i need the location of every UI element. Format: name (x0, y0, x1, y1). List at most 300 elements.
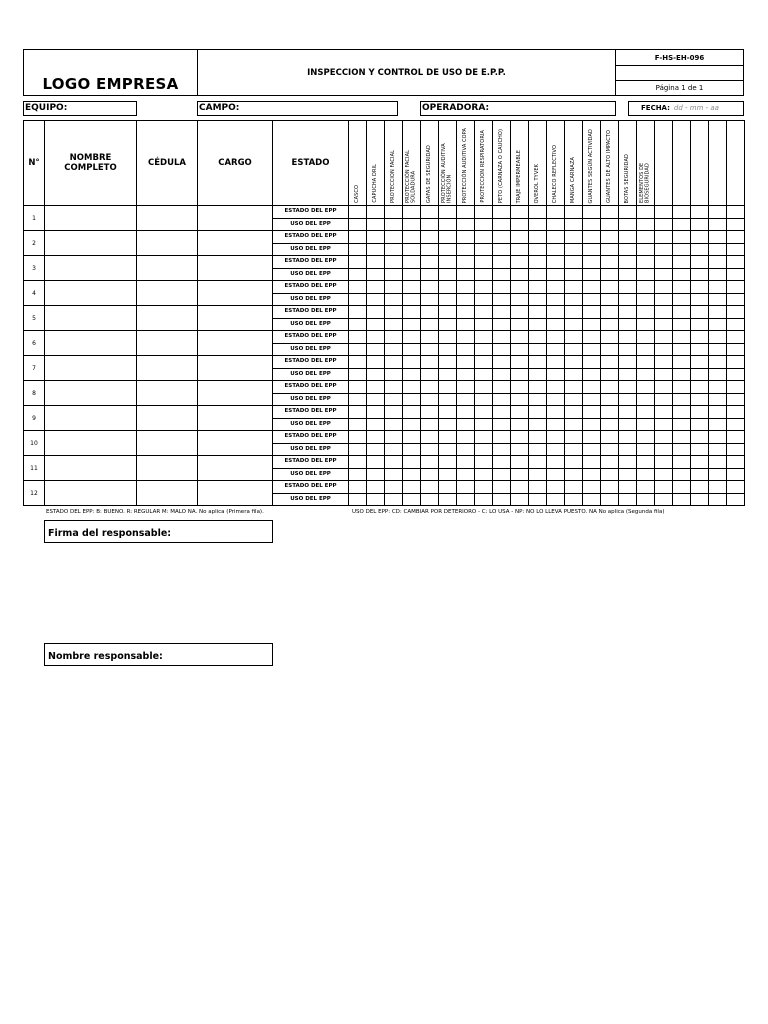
epp-check-cell[interactable] (403, 281, 421, 294)
epp-check-cell[interactable] (583, 306, 601, 319)
epp-check-cell[interactable] (493, 243, 511, 256)
epp-check-cell[interactable] (385, 418, 403, 431)
epp-check-cell[interactable] (367, 393, 385, 406)
epp-check-cell[interactable] (403, 406, 421, 419)
epp-check-cell[interactable] (601, 281, 619, 294)
cedula-cell[interactable] (137, 406, 198, 431)
epp-check-cell[interactable] (601, 406, 619, 419)
epp-check-cell[interactable] (691, 356, 709, 369)
epp-check-cell[interactable] (583, 331, 601, 344)
epp-check-cell[interactable] (601, 331, 619, 344)
epp-check-cell[interactable] (385, 243, 403, 256)
epp-check-cell[interactable] (385, 281, 403, 294)
epp-check-cell[interactable] (547, 331, 565, 344)
epp-check-cell[interactable] (637, 331, 655, 344)
fecha-field[interactable] (628, 101, 744, 116)
epp-check-cell[interactable] (655, 256, 673, 269)
epp-check-cell[interactable] (565, 481, 583, 494)
epp-check-cell[interactable] (403, 418, 421, 431)
nombre-cell[interactable] (45, 256, 137, 281)
epp-check-cell[interactable] (547, 268, 565, 281)
epp-check-cell[interactable] (403, 343, 421, 356)
epp-check-cell[interactable] (421, 306, 439, 319)
epp-check-cell[interactable] (619, 431, 637, 444)
epp-check-cell[interactable] (421, 406, 439, 419)
epp-check-cell[interactable] (673, 293, 691, 306)
epp-check-cell[interactable] (349, 443, 367, 456)
epp-check-cell[interactable] (691, 443, 709, 456)
epp-check-cell[interactable] (727, 256, 745, 269)
epp-check-cell[interactable] (511, 493, 529, 506)
epp-check-cell[interactable] (601, 268, 619, 281)
epp-check-cell[interactable] (421, 206, 439, 219)
epp-check-cell[interactable] (655, 343, 673, 356)
epp-check-cell[interactable] (637, 356, 655, 369)
epp-check-cell[interactable] (691, 468, 709, 481)
epp-check-cell[interactable] (529, 281, 547, 294)
epp-check-cell[interactable] (457, 368, 475, 381)
epp-check-cell[interactable] (511, 318, 529, 331)
epp-check-cell[interactable] (583, 343, 601, 356)
epp-check-cell[interactable] (493, 381, 511, 394)
epp-check-cell[interactable] (691, 331, 709, 344)
epp-check-cell[interactable] (619, 493, 637, 506)
epp-check-cell[interactable] (601, 343, 619, 356)
epp-check-cell[interactable] (421, 393, 439, 406)
epp-check-cell[interactable] (547, 406, 565, 419)
cargo-cell[interactable] (198, 331, 273, 356)
epp-check-cell[interactable] (421, 218, 439, 231)
epp-check-cell[interactable] (709, 481, 727, 494)
epp-check-cell[interactable] (691, 243, 709, 256)
epp-check-cell[interactable] (493, 281, 511, 294)
epp-check-cell[interactable] (475, 456, 493, 469)
epp-check-cell[interactable] (673, 481, 691, 494)
epp-check-cell[interactable] (349, 306, 367, 319)
epp-check-cell[interactable] (403, 293, 421, 306)
epp-check-cell[interactable] (457, 243, 475, 256)
equipo-field[interactable] (23, 101, 137, 116)
epp-check-cell[interactable] (655, 468, 673, 481)
epp-check-cell[interactable] (547, 343, 565, 356)
epp-check-cell[interactable] (673, 431, 691, 444)
epp-check-cell[interactable] (421, 268, 439, 281)
epp-check-cell[interactable] (691, 368, 709, 381)
epp-check-cell[interactable] (691, 306, 709, 319)
epp-check-cell[interactable] (565, 443, 583, 456)
epp-check-cell[interactable] (727, 468, 745, 481)
epp-check-cell[interactable] (385, 306, 403, 319)
cedula-cell[interactable] (137, 256, 198, 281)
epp-check-cell[interactable] (547, 443, 565, 456)
epp-check-cell[interactable] (475, 331, 493, 344)
epp-check-cell[interactable] (475, 256, 493, 269)
epp-check-cell[interactable] (493, 231, 511, 244)
epp-check-cell[interactable] (367, 418, 385, 431)
epp-check-cell[interactable] (673, 206, 691, 219)
epp-check-cell[interactable] (655, 356, 673, 369)
epp-check-cell[interactable] (691, 393, 709, 406)
epp-check-cell[interactable] (457, 343, 475, 356)
epp-check-cell[interactable] (529, 206, 547, 219)
epp-check-cell[interactable] (547, 418, 565, 431)
epp-check-cell[interactable] (457, 306, 475, 319)
epp-check-cell[interactable] (547, 368, 565, 381)
epp-check-cell[interactable] (673, 268, 691, 281)
epp-check-cell[interactable] (529, 331, 547, 344)
epp-check-cell[interactable] (493, 206, 511, 219)
epp-check-cell[interactable] (673, 306, 691, 319)
epp-check-cell[interactable] (493, 318, 511, 331)
epp-check-cell[interactable] (727, 268, 745, 281)
epp-check-cell[interactable] (709, 268, 727, 281)
epp-check-cell[interactable] (655, 493, 673, 506)
epp-check-cell[interactable] (511, 443, 529, 456)
epp-check-cell[interactable] (439, 368, 457, 381)
epp-check-cell[interactable] (565, 293, 583, 306)
epp-check-cell[interactable] (529, 468, 547, 481)
epp-check-cell[interactable] (727, 293, 745, 306)
epp-check-cell[interactable] (637, 281, 655, 294)
epp-check-cell[interactable] (565, 381, 583, 394)
epp-check-cell[interactable] (655, 406, 673, 419)
epp-check-cell[interactable] (529, 256, 547, 269)
epp-check-cell[interactable] (475, 418, 493, 431)
epp-check-cell[interactable] (403, 393, 421, 406)
epp-check-cell[interactable] (619, 368, 637, 381)
epp-check-cell[interactable] (583, 468, 601, 481)
epp-check-cell[interactable] (529, 456, 547, 469)
epp-check-cell[interactable] (619, 256, 637, 269)
epp-check-cell[interactable] (601, 256, 619, 269)
epp-check-cell[interactable] (709, 318, 727, 331)
cargo-cell[interactable] (198, 206, 273, 231)
epp-check-cell[interactable] (619, 418, 637, 431)
epp-check-cell[interactable] (457, 331, 475, 344)
epp-check-cell[interactable] (457, 393, 475, 406)
epp-check-cell[interactable] (601, 293, 619, 306)
epp-check-cell[interactable] (439, 281, 457, 294)
epp-check-cell[interactable] (403, 443, 421, 456)
nombre-responsable-field[interactable] (44, 643, 273, 666)
epp-check-cell[interactable] (349, 293, 367, 306)
epp-check-cell[interactable] (565, 343, 583, 356)
nombre-cell[interactable] (45, 231, 137, 256)
epp-check-cell[interactable] (601, 418, 619, 431)
epp-check-cell[interactable] (385, 431, 403, 444)
epp-check-cell[interactable] (709, 293, 727, 306)
epp-check-cell[interactable] (457, 206, 475, 219)
epp-check-cell[interactable] (601, 431, 619, 444)
epp-check-cell[interactable] (709, 468, 727, 481)
epp-check-cell[interactable] (583, 431, 601, 444)
epp-check-cell[interactable] (547, 356, 565, 369)
epp-check-cell[interactable] (709, 368, 727, 381)
epp-check-cell[interactable] (529, 268, 547, 281)
epp-check-cell[interactable] (547, 206, 565, 219)
epp-check-cell[interactable] (457, 231, 475, 244)
epp-check-cell[interactable] (457, 381, 475, 394)
epp-check-cell[interactable] (385, 368, 403, 381)
epp-check-cell[interactable] (475, 343, 493, 356)
epp-check-cell[interactable] (727, 206, 745, 219)
epp-check-cell[interactable] (421, 443, 439, 456)
epp-check-cell[interactable] (619, 331, 637, 344)
epp-check-cell[interactable] (709, 256, 727, 269)
epp-check-cell[interactable] (511, 343, 529, 356)
epp-check-cell[interactable] (367, 206, 385, 219)
epp-check-cell[interactable] (439, 468, 457, 481)
epp-check-cell[interactable] (655, 218, 673, 231)
epp-check-cell[interactable] (637, 206, 655, 219)
nombre-cell[interactable] (45, 206, 137, 231)
epp-check-cell[interactable] (349, 456, 367, 469)
epp-check-cell[interactable] (367, 218, 385, 231)
epp-check-cell[interactable] (493, 343, 511, 356)
epp-check-cell[interactable] (727, 418, 745, 431)
epp-check-cell[interactable] (565, 406, 583, 419)
epp-check-cell[interactable] (691, 343, 709, 356)
epp-check-cell[interactable] (727, 306, 745, 319)
epp-check-cell[interactable] (691, 293, 709, 306)
epp-check-cell[interactable] (439, 393, 457, 406)
epp-check-cell[interactable] (511, 393, 529, 406)
epp-check-cell[interactable] (511, 368, 529, 381)
epp-check-cell[interactable] (709, 343, 727, 356)
nombre-cell[interactable] (45, 456, 137, 481)
epp-check-cell[interactable] (403, 368, 421, 381)
epp-check-cell[interactable] (367, 493, 385, 506)
epp-check-cell[interactable] (655, 418, 673, 431)
epp-check-cell[interactable] (601, 218, 619, 231)
epp-check-cell[interactable] (421, 256, 439, 269)
epp-check-cell[interactable] (421, 318, 439, 331)
epp-check-cell[interactable] (385, 381, 403, 394)
epp-check-cell[interactable] (349, 468, 367, 481)
epp-check-cell[interactable] (583, 418, 601, 431)
epp-check-cell[interactable] (385, 231, 403, 244)
epp-check-cell[interactable] (421, 231, 439, 244)
epp-check-cell[interactable] (529, 293, 547, 306)
epp-check-cell[interactable] (583, 281, 601, 294)
nombre-cell[interactable] (45, 356, 137, 381)
epp-check-cell[interactable] (403, 381, 421, 394)
epp-check-cell[interactable] (547, 243, 565, 256)
epp-check-cell[interactable] (709, 381, 727, 394)
epp-check-cell[interactable] (403, 493, 421, 506)
epp-check-cell[interactable] (583, 206, 601, 219)
nombre-cell[interactable] (45, 306, 137, 331)
epp-check-cell[interactable] (583, 456, 601, 469)
epp-check-cell[interactable] (709, 431, 727, 444)
epp-check-cell[interactable] (421, 493, 439, 506)
epp-check-cell[interactable] (655, 281, 673, 294)
epp-check-cell[interactable] (421, 456, 439, 469)
epp-check-cell[interactable] (457, 418, 475, 431)
epp-check-cell[interactable] (727, 343, 745, 356)
epp-check-cell[interactable] (439, 306, 457, 319)
epp-check-cell[interactable] (529, 356, 547, 369)
epp-check-cell[interactable] (475, 443, 493, 456)
epp-check-cell[interactable] (673, 256, 691, 269)
epp-check-cell[interactable] (709, 406, 727, 419)
epp-check-cell[interactable] (637, 418, 655, 431)
epp-check-cell[interactable] (349, 218, 367, 231)
epp-check-cell[interactable] (619, 468, 637, 481)
epp-check-cell[interactable] (529, 418, 547, 431)
cargo-cell[interactable] (198, 481, 273, 506)
epp-check-cell[interactable] (385, 293, 403, 306)
cargo-cell[interactable] (198, 306, 273, 331)
epp-check-cell[interactable] (493, 456, 511, 469)
epp-check-cell[interactable] (511, 218, 529, 231)
epp-check-cell[interactable] (511, 306, 529, 319)
cargo-cell[interactable] (198, 231, 273, 256)
epp-check-cell[interactable] (403, 481, 421, 494)
epp-check-cell[interactable] (511, 231, 529, 244)
epp-check-cell[interactable] (421, 343, 439, 356)
cargo-cell[interactable] (198, 256, 273, 281)
epp-check-cell[interactable] (457, 456, 475, 469)
epp-check-cell[interactable] (727, 406, 745, 419)
epp-check-cell[interactable] (655, 443, 673, 456)
epp-check-cell[interactable] (637, 431, 655, 444)
epp-check-cell[interactable] (565, 418, 583, 431)
epp-check-cell[interactable] (457, 406, 475, 419)
epp-check-cell[interactable] (583, 256, 601, 269)
epp-check-cell[interactable] (367, 268, 385, 281)
epp-check-cell[interactable] (439, 218, 457, 231)
epp-check-cell[interactable] (511, 268, 529, 281)
epp-check-cell[interactable] (421, 468, 439, 481)
epp-check-cell[interactable] (601, 443, 619, 456)
epp-check-cell[interactable] (493, 256, 511, 269)
epp-check-cell[interactable] (349, 256, 367, 269)
epp-check-cell[interactable] (619, 231, 637, 244)
epp-check-cell[interactable] (673, 231, 691, 244)
epp-check-cell[interactable] (637, 443, 655, 456)
epp-check-cell[interactable] (493, 331, 511, 344)
epp-check-cell[interactable] (493, 493, 511, 506)
epp-check-cell[interactable] (475, 306, 493, 319)
epp-check-cell[interactable] (493, 306, 511, 319)
epp-check-cell[interactable] (673, 243, 691, 256)
epp-check-cell[interactable] (673, 456, 691, 469)
epp-check-cell[interactable] (349, 206, 367, 219)
epp-check-cell[interactable] (385, 356, 403, 369)
epp-check-cell[interactable] (493, 393, 511, 406)
epp-check-cell[interactable] (475, 468, 493, 481)
epp-check-cell[interactable] (655, 481, 673, 494)
epp-check-cell[interactable] (439, 406, 457, 419)
epp-check-cell[interactable] (385, 331, 403, 344)
epp-check-cell[interactable] (691, 318, 709, 331)
epp-check-cell[interactable] (439, 206, 457, 219)
epp-check-cell[interactable] (385, 456, 403, 469)
epp-check-cell[interactable] (727, 356, 745, 369)
epp-check-cell[interactable] (709, 206, 727, 219)
epp-check-cell[interactable] (691, 206, 709, 219)
epp-check-cell[interactable] (475, 318, 493, 331)
epp-check-cell[interactable] (367, 331, 385, 344)
epp-check-cell[interactable] (529, 368, 547, 381)
epp-check-cell[interactable] (655, 293, 673, 306)
epp-check-cell[interactable] (547, 456, 565, 469)
epp-check-cell[interactable] (673, 356, 691, 369)
epp-check-cell[interactable] (385, 493, 403, 506)
epp-check-cell[interactable] (421, 481, 439, 494)
epp-check-cell[interactable] (619, 243, 637, 256)
epp-check-cell[interactable] (547, 256, 565, 269)
epp-check-cell[interactable] (457, 218, 475, 231)
epp-check-cell[interactable] (565, 231, 583, 244)
epp-check-cell[interactable] (583, 268, 601, 281)
epp-check-cell[interactable] (367, 281, 385, 294)
epp-check-cell[interactable] (637, 243, 655, 256)
epp-check-cell[interactable] (601, 393, 619, 406)
epp-check-cell[interactable] (367, 343, 385, 356)
cargo-cell[interactable] (198, 456, 273, 481)
epp-check-cell[interactable] (511, 331, 529, 344)
epp-check-cell[interactable] (493, 356, 511, 369)
epp-check-cell[interactable] (583, 481, 601, 494)
epp-check-cell[interactable] (619, 356, 637, 369)
cedula-cell[interactable] (137, 231, 198, 256)
epp-check-cell[interactable] (475, 231, 493, 244)
epp-check-cell[interactable] (403, 456, 421, 469)
epp-check-cell[interactable] (367, 306, 385, 319)
epp-check-cell[interactable] (691, 456, 709, 469)
epp-check-cell[interactable] (601, 381, 619, 394)
epp-check-cell[interactable] (727, 493, 745, 506)
epp-check-cell[interactable] (637, 293, 655, 306)
epp-check-cell[interactable] (691, 418, 709, 431)
epp-check-cell[interactable] (637, 343, 655, 356)
epp-check-cell[interactable] (691, 431, 709, 444)
cedula-cell[interactable] (137, 456, 198, 481)
epp-check-cell[interactable] (655, 381, 673, 394)
epp-check-cell[interactable] (529, 318, 547, 331)
epp-check-cell[interactable] (583, 293, 601, 306)
epp-check-cell[interactable] (565, 356, 583, 369)
epp-check-cell[interactable] (385, 206, 403, 219)
epp-check-cell[interactable] (691, 481, 709, 494)
epp-check-cell[interactable] (655, 268, 673, 281)
epp-check-cell[interactable] (529, 343, 547, 356)
cedula-cell[interactable] (137, 306, 198, 331)
epp-check-cell[interactable] (367, 356, 385, 369)
epp-check-cell[interactable] (727, 281, 745, 294)
epp-check-cell[interactable] (475, 268, 493, 281)
epp-check-cell[interactable] (547, 431, 565, 444)
epp-check-cell[interactable] (349, 318, 367, 331)
epp-check-cell[interactable] (439, 331, 457, 344)
epp-check-cell[interactable] (709, 356, 727, 369)
epp-check-cell[interactable] (709, 218, 727, 231)
epp-check-cell[interactable] (493, 468, 511, 481)
epp-check-cell[interactable] (655, 243, 673, 256)
epp-check-cell[interactable] (601, 481, 619, 494)
epp-check-cell[interactable] (529, 406, 547, 419)
epp-check-cell[interactable] (637, 268, 655, 281)
cedula-cell[interactable] (137, 331, 198, 356)
epp-check-cell[interactable] (655, 393, 673, 406)
epp-check-cell[interactable] (601, 206, 619, 219)
cargo-cell[interactable] (198, 381, 273, 406)
epp-check-cell[interactable] (673, 331, 691, 344)
epp-check-cell[interactable] (511, 456, 529, 469)
epp-check-cell[interactable] (583, 231, 601, 244)
